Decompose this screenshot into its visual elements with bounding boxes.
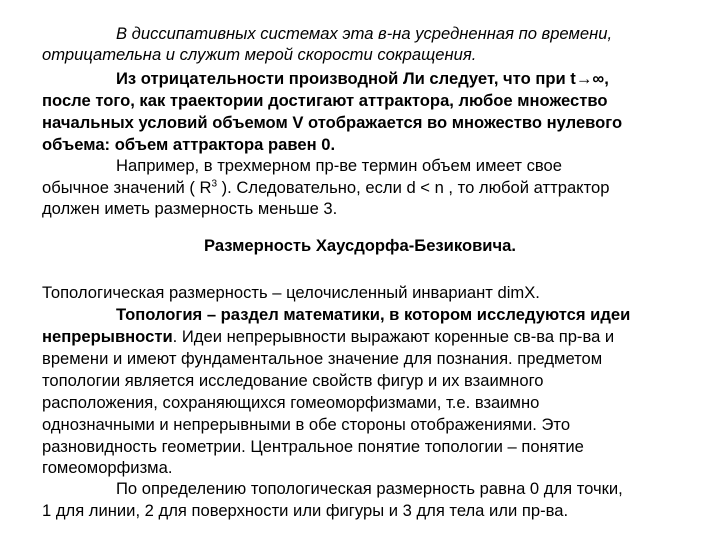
p5-line-2 xyxy=(42,327,614,347)
p5-line-6: однозначными и непрерывными в обе стороны отображениями. Это xyxy=(42,415,571,434)
p2-line-3: начальных условий объемом V отображается во множество нулевого xyxy=(42,113,623,132)
p2-line-2: после того, как траектории достигают аттрактора, любое множество xyxy=(42,91,608,110)
p5-line-2-bold: непрерывности xyxy=(42,327,173,346)
superscript-3: 3 xyxy=(211,178,218,190)
p5-line-5: расположения, сохраняющихся гомеоморфизмами, т.е. взаимно xyxy=(42,393,540,412)
p5-line-3: времени и имеют фундаментальное значение для познания. предметом xyxy=(42,349,603,368)
p3-line-1: Например, в трехмерном пр-ве термин объем имеет свое xyxy=(116,156,562,175)
p3-line-2 xyxy=(42,178,610,198)
p6-line-1: По определению топологическая размерность равна 0 для точки, xyxy=(116,479,623,498)
p5-line-2-rest: . Идеи непрерывности выражают коренные св-ва пр-ва и xyxy=(172,327,615,346)
p5-line-1: Топология – раздел математики, в котором исследуются идеи xyxy=(116,305,631,324)
p2-line-4: объема: объем аттрактора равен 0. xyxy=(42,135,336,154)
p6-line-2: 1 для линии, 2 для поверхности или фигуры и 3 для тела или пр-ва. xyxy=(42,501,569,520)
section-heading: Размерность Хаусдорфа-Безиковича. xyxy=(204,236,516,255)
p3-line-3: должен иметь размерность меньше 3. xyxy=(42,199,338,218)
p5-line-7: разновидность геометрии. Центральное понятие топологии – понятие xyxy=(42,437,584,456)
p3-line-2-start: обычное значений ( R xyxy=(42,178,212,197)
p5-line-8: гомеоморфизма. xyxy=(42,458,173,477)
p1-line-1: В диссипативных системах эта в-на усредненная по времени, xyxy=(116,24,613,43)
p3-line-2-end: ). Следовательно, если d < n , то любой аттрактор xyxy=(217,178,610,197)
p2-line-1: Из отрицательности производной Ли следует, что при t→∞, xyxy=(116,69,609,88)
p4-line-1: Топологическая размерность – целочисленный инвариант dimX. xyxy=(42,283,540,302)
p5-line-4: топологии является исследование свойств фигур и их взаимного xyxy=(42,371,544,390)
p1-line-2: отрицательна и служит мерой скорости сокращения. xyxy=(42,45,477,64)
